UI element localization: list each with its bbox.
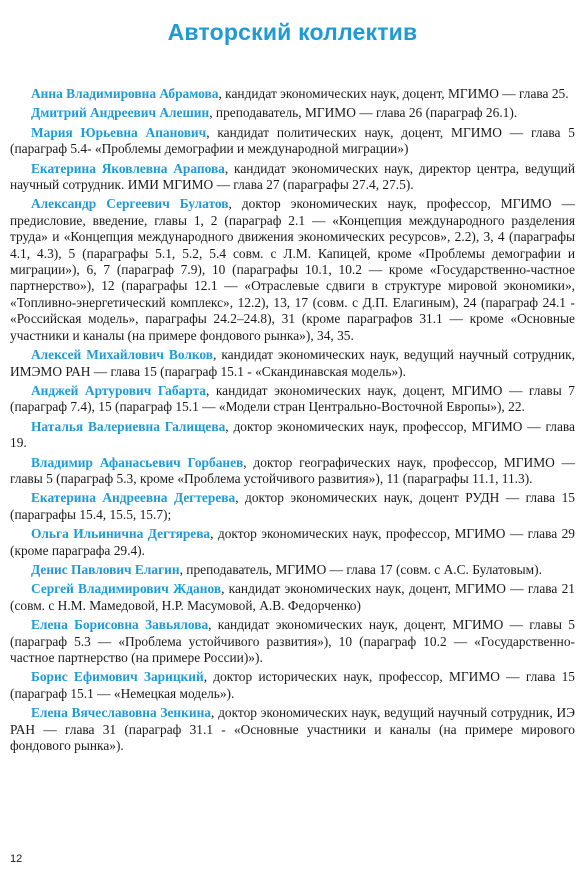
author-entry <box>10 617 575 666</box>
author-name: Мария Юрьевна Апанович <box>31 124 207 140</box>
author-description: , доктор исторических наук, профессор, МГИМО — глава 15 (параграф 15.1 — «Немецкая модель»). <box>10 669 575 701</box>
page-title: Авторский коллектив <box>167 19 418 46</box>
author-entry <box>10 161 575 194</box>
author-entry <box>10 490 575 523</box>
author-name: Екатерина Яковлевна Арапова <box>31 160 225 176</box>
author-name: Ольга Ильинична Дегтярева <box>31 526 211 542</box>
author-description: , доктор экономических наук, профессор, МГИМО — глава 29 (кроме параграфа 29.4). <box>10 526 575 558</box>
author-name: Екатерина Андреевна Дегтерева <box>31 490 236 506</box>
author-name: Борис Ефимович Зарицкий <box>31 669 204 685</box>
author-description: , кандидат политических наук, доцент, МГИМО — глава 5 (параграф 5.4- «Проблемы демографии и международной миграции») <box>10 124 575 157</box>
author-entry <box>10 669 575 702</box>
author-description: , доктор экономических наук, ведущий научный сотрудник, ИЭ РАН — глава 31 (параграф 31.1 - «Основные участники и каналы (на примере мирового фондового рынка»). <box>10 705 575 754</box>
author-name: Александр Сергеевич Булатов <box>31 196 229 212</box>
page-number: 12 <box>10 853 23 865</box>
author-entry <box>10 86 575 102</box>
author-entry <box>10 196 575 344</box>
author-name: Елена Вячеславовна Зенкина <box>31 705 211 721</box>
author-description: , доктор экономических наук, профессор, МГИМО — предисловие, введение, главы 1, 2 (параграф 2.1 — «Концепция международного разделения труда» и «Концепция международного движения экономических ресурсов», 2.2), 3, 4 (параграфы 4.1, 4.3), 5 (параграфы 5.1, 5.2, 5.4 совм. с Л.М. Капицей, кроме «Проблемы демографии и миграции»), 6, 7 (параграф 7.9), 10 (параграфы 10.1, 10.2 — кроме «Государственно-частное партнерство»), 12 (параграфы 12.1 — «Отраслевые сдвиги в структуре мировой экономики», «Топливно-энергетический комплекс», 12.2), 13, 17 (совм. с Д.П. Елагиным), 24 (параграф 24.1 - «Российская модель», параграфы 24.2–24.8), 31 (кроме параграфов 31.1 — кроме «Основные участники и каналы (на примере фондового рынка»), 34, 35. <box>10 196 575 343</box>
author-entry <box>10 347 575 380</box>
author-list <box>10 86 575 757</box>
author-name: Денис Павлович Елагин <box>31 561 180 577</box>
author-name: Алексей Михайлович Волков <box>31 347 214 363</box>
author-name: Сергей Владимирович Жданов <box>31 581 222 597</box>
author-description: , кандидат экономических наук, директор центра, ведущий научный сотрудник. ИМИ МГИМО — глава 27 (параграфы 27.4, 27.5). <box>10 160 575 193</box>
author-description: , доктор экономических наук, профессор, МГИМО — глава 19. <box>10 418 575 451</box>
author-entry <box>10 419 575 452</box>
author-description: , преподаватель, МГИМО — глава 26 (параграф 26.1). <box>209 105 518 121</box>
author-name: Елена Борисовна Завьялова <box>31 617 209 633</box>
author-entry <box>10 455 575 488</box>
author-description: , кандидат экономических наук, доцент, МГИМО — главы 7 (параграф 7.4), 15 (параграф 15.1 — «Модели стран Центрально-Восточной Европы»), 22. <box>10 382 576 415</box>
author-name: Анджей Артурович Габарта <box>31 382 206 398</box>
author-name: Наталья Валериевна Галищева <box>31 418 226 434</box>
author-name: Владимир Афанасьевич Горбанев <box>31 454 244 470</box>
author-name: Дмитрий Андреевич Алешин <box>31 105 210 121</box>
author-description: , кандидат экономических наук, доцент, МГИМО — главы 5 (параграф 5.3 — «Проблема устойчивого развития»), 10 (параграф 10.2 — «Государственно-частное партнерство (на примере России)»). <box>10 617 575 665</box>
author-description: , доктор географических наук, профессор, МГИМО — главы 5 (параграф 5.3, кроме «Проблема устойчивого развития»), 11 (параграфы 11.1, 11.3). <box>10 454 575 486</box>
author-description: , преподаватель, МГИМО — глава 17 (совм. с А.С. Булатовым). <box>179 561 542 577</box>
author-name: Анна Владимировна Абрамова <box>31 86 219 101</box>
author-entry <box>10 105 575 121</box>
author-description: , кандидат экономических наук, доцент, МГИМО — глава 25. <box>218 86 569 101</box>
author-description: , доктор экономических наук, доцент РУДН — глава 15 (параграфы 15.4, 15.5, 15.7); <box>10 490 575 522</box>
author-entry <box>10 125 575 158</box>
author-entry <box>10 383 575 416</box>
author-entry <box>10 562 575 578</box>
author-description: , кандидат экономических наук, доцент, МГИМО — глава 21 (совм. с Н.М. Мамедовой, Н.Р. Масумовой, А.В. Федорченко) <box>10 581 575 613</box>
author-description: , кандидат экономических наук, ведущий научный сотрудник, ИМЭМО РАН — глава 15 (параграф 15.1 - «Скандинавская модель»). <box>10 347 575 379</box>
author-entry <box>10 705 575 754</box>
author-entry <box>10 526 575 559</box>
author-entry <box>10 581 575 614</box>
